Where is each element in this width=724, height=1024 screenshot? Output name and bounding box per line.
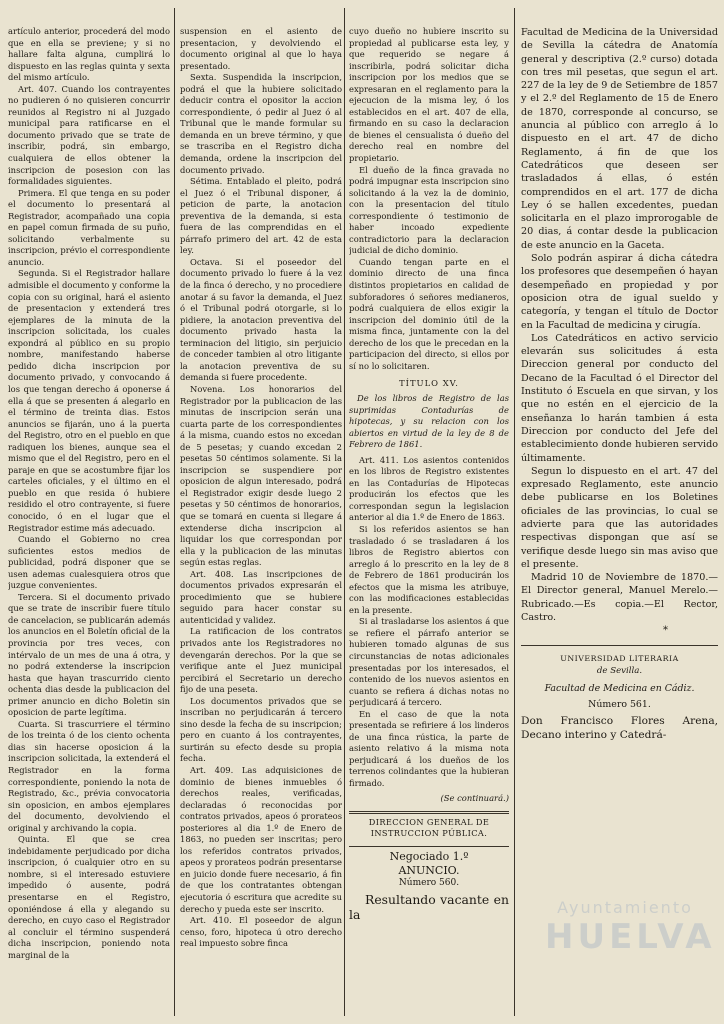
paragraph: Art. 409. Las adquisiciones de dominio de bienes inmuebles ó derechos reales, verificadas, declaradas ó reconocidas por contratos privados, apeos ó prorateos posteriores al dia 1.º de Enero de 1863, no pueden ser inscritas; pero los referidos contratos privados, apeos y prorateos podrán presentarse en juicio donde fuere necesario, á fin de que los contratantes obtengan ejecutoria ó escritura que acredite su derecho y pueda este ser inscrito.: [180, 765, 342, 914]
university-heading: UNIVERSIDAD LITERARIA: [560, 653, 679, 663]
watermark-text: Ayuntamiento: [557, 898, 693, 917]
paragraph: suspension en el asiento de presentacion, y devolviendo el documento original al que lo haya presentado.: [180, 26, 342, 71]
paragraph: En el caso de que la nota presentada se refiriere á los linderos de una finca rústica, la parte de asiento relativo á la misma nota perjudicará á los dueños de los terrenos colindantes que la hubieran firmado.: [349, 708, 509, 788]
column-3: [349, 26, 509, 1010]
column-1: [8, 26, 170, 1010]
paragraph: Cuarta. Si trascurriere el término de los treinta ó de los ciento ochenta dias sin hacerse oposicion á la inscripcion solicitada, la extenderá el Registrador en la forma correspondiente, poniendo la nota de Registrado, &c., prévia convocatoria sin oposicion, en ambos ejemplares del documento, devolviendo el original y archivando la copia.: [8, 718, 170, 833]
paragraph: Tercera. Si el documento privado que se trate de inscribir fuere título de cancelacion, se publicarán además los anuncios en el Boletín oficial de la provincia por tres veces, con intérvalo de un mes de una á otra, y no podrá extenderse la inscripcion hasta que hayan trascurrido ciento ochenta dias desde la publicacion del primer anuncio en dicho Boletin sin oposicion de parte legítima.: [8, 591, 170, 718]
paragraph: Si los referidos asientos se han trasladado ó se trasladaren á los libros de Registro abiertos con arreglo á lo prescrito en la ley de 8 de Febrero de 1861 producirán los efectos que la misma les atribuye, con las modificaciones establecidas en la presente.: [349, 523, 509, 615]
paragraph: Segunda. Si el Registrador hallare admisible el documento y conforme la copia con su original, hará el asiento de presentacion y extenderá tres ejemplares de la minuta de la inscripcion solicitada, los cuales expondrá al público en su propio nombre, manifestando haberse pedido dicha inscripcion por documento privado, y convocando á los que tengan derecho á oponerse á ella á que se presenten á alegarlo en el término de treinta dias. Estos anuncios se fijarán, uno á la puerta del Registro, otro en el pueblo en que radiquen los bienes, aunque sea el mismo que el del Registro, pero en el paraje en que se acostumbre fijar los carteles oficiales, y el último en el pueblo en que resida ó hubiere residido el otro contrayente, si fuere conocido, ó en el lugar que el Registrador estime más adecuado.: [8, 268, 170, 533]
faculty-heading: Facultad de Medicina en Cádiz.: [544, 683, 695, 695]
watermark-logo-text: HUELVA: [545, 917, 716, 957]
section-subtitle: De los libros de Registro de las suprimidas Contadurías de hipotecas, y su relacion con los abiertos en virtud de la ley de 8 de Febrero de 1861.: [349, 392, 509, 450]
paragraph: Art. 411. Los asientos contenidos en los libros de Registro existentes en las Contadurías de Hipotecas producirán los efectos que les correspondan segun la legislacion anterior al dia 1.º de Enero de 1863.: [349, 454, 509, 523]
paragraph: La ratificacion de los contratos privados ante los Registradores no devengarán derechos. Por la que se verifique ante el Juez municipal percibirá el Secretario un derecho fijo de una peseta.: [180, 626, 342, 695]
paragraph: Cuando tengan parte en el dominio directo de una finca distintos propietarios en calidad de subforadores ó señores medianeros, podrá cualquiera de ellos exigir la inscripcion del dominio útil de la misma finca, juntamente con la del derecho de los que le precedan en la participacion del directo, si ellos por sí no lo solicitaren.: [349, 256, 509, 371]
announcement-number: Número 561.: [588, 698, 651, 710]
announcement-lead: Resultando vacante en la: [349, 891, 509, 922]
paragraph: Si al trasladarse los asientos á que se refiere el párrafo anterior se hubieren tomado algunas de sus circunstancias de notas adicionales presentadas por los interesados, el contenido de los nuevos asientos en cuanto se refiera á dichas notas no perjudicará á tercero.: [349, 616, 509, 708]
paragraph: cuyo dueño no hubiere inscrito su propiedad al publicarse esta ley, y que requerido se negare á inscribirla, podrá solicitar dicha inscripcion por los medios que se expresaran en el reglamento para la ejecucion de la misma ley, ó los establecidos en el art. 407 de ella, firmando en su caso la declaracion de bienes el censualista ó dueño del derecho real en nombre del propietario.: [349, 26, 509, 164]
section-divider: [349, 811, 509, 814]
paragraph: Quinta. El que se crea indebidamente perjudicado por dicha inscripcion, ó cualquier otro en su nombre, si el interesado estuviere impedido ó ausente, podrá presentarse en el Registro, oponiéndose á ella y alegando su derecho, en cuyo caso el Registrador al concluir el término suspenderá dicha inscripcion, poniendo nota marginal de la: [8, 834, 170, 960]
column-4: [521, 26, 718, 1010]
announcement-number: Número 560.: [398, 878, 460, 889]
paragraph: El dueño de la finca gravada no podrá impugnar esta inscripcion sino solicitando á la vez la de dominio, con la presentacion del título correspondiente ó testimonio de haber incoado expediente contradictorio para la declaracion judicial de dicho dominio.: [349, 164, 509, 256]
signature-paragraph: Madrid 10 de Noviembre de 1870.—El Director general, Manuel Merelo.—Rubricado.—Es copia.—El Rector, Castro.: [521, 572, 718, 624]
paragraph: Los Catedráticos en activo servicio elevarán sus solicitudes á esta Direccion general por conducto del Decano de la Facultad ó el Director del Instituto ó Escuela en que sirvan, y los que no estén en el ejercicio de la enseñanza lo harán tambien á esta Direccion por conducto del Jefe del establecimiento donde hubieren servido últimamente.: [521, 332, 718, 464]
column-divider: [514, 8, 515, 1016]
university-subheading: de Sevilla.: [596, 665, 643, 676]
column-divider: [344, 8, 345, 1016]
paragraph: Primera. El que tenga en su poder el documento lo presentará al Registrador, acompañado una copia en papel comun firmada de su puño, solicitando verbalmente su inscripcion, prévio el correspondiente anuncio.: [8, 187, 170, 267]
section-title: TÍTULO XV.: [399, 378, 459, 389]
paragraph: Los documentos privados que se inscriban no perjudicarán á tercero sino desde la fecha de su inscripcion; pero en cuanto á los contrayentes, surtirán su efecto desde su propia fecha.: [180, 695, 342, 764]
paragraph: Sexta. Suspendida la inscripcion, podrá el que la hubiere solicitado deducir contra el opositor la accion correspondiente, ó pedir al Juez ó al Tribunal que le mande formular su demanda en un breve término, y que se trascriba en el Registro dicha demanda, ordene la inscripcion del documento privado.: [180, 72, 342, 175]
paragraph: Segun lo dispuesto en el art. 47 del expresado Reglamento, este anuncio debe publicarse en los Boletines oficiales de las provincias, lo cual se advierte para que las autoridades respectivas dispongan que así se verifique desde luego sin mas aviso que el presente.: [521, 465, 718, 570]
paragraph: artículo anterior, procederá del modo que en ella se previene; y si no hallare falta alguna, cumplirá lo dispuesto en las reglas quinta y sexta del mismo artículo.: [8, 26, 170, 83]
announcement-lead: Don Francisco Flores Arena, Decano interino y Catedrá-: [521, 714, 718, 741]
negociado-label: Negociado 1.º: [389, 850, 469, 864]
paragraph: Art. 410. El poseedor de algun censo, foro, hipoteca ú otro derecho real impuesto sobre finca: [180, 915, 342, 949]
paragraph: Cuando el Gobierno no crea suficientes estos medios de publicidad, podrá disponer que se usen ademas cualesquiera otros que juzgue convenientes.: [8, 534, 170, 591]
paragraph: Sétima. Entablado el pleito, podrá el Juez ó el Tribunal disponer, á peticion de parte, la anotacion preventiva de la demanda, si esta fuera de las comprendidas en el párrafo primero del art. 42 de esta ley.: [180, 176, 342, 256]
separator-mark: *: [663, 625, 668, 637]
section-divider: [521, 645, 718, 646]
paragraph: Octava. Si el poseedor del documento privado lo fuere á la vez de la finca ó derecho, y no procediere anotar á su favor la demanda, el Juez ó el Tribunal podrá otorgarle, si lo pidiere, la anotacion preventiva del documento privado hasta la terminacion del litigio, sin perjuicio de conceder tambien al otro litigante la anotacion preventiva de su demanda si fuere procedente.: [180, 256, 342, 383]
paragraph: Solo podrán aspirar á dicha cátedra los profesores que desempeñen ó hayan desempeñado en propiedad y por oposicion otra de igual sueldo y categoría, y tengan el título de Doctor en la Facultad de medicina y cirugía.: [521, 253, 718, 331]
column-divider: [174, 8, 175, 1016]
column-2: [180, 26, 342, 1010]
paragraph: Art. 408. Las inscripciones de documentos privados expresarán el procedimiento que se hubiere seguido para hacer constar su autenticidad y validez.: [180, 568, 342, 625]
continued-note: (Se continuará.): [440, 792, 509, 803]
paragraph: Facultad de Medicina de la Universidad de Sevilla la cátedra de Anatomía general y descriptiva (2.º curso) dotada con tres mil pesetas, que segun el art. 227 de la ley de 9 de Setiembre de 1857 y el 2.º del Reglamento de 15 de Enero de 1870, corresponde al concurso, se anuncia al público con arreglo á lo dispuesto en el art. 47 de dicho Reglamento, á fin de que los Catedráticos que deseen ser trasladados á ellas, ó estén comprendidos en el art. 177 de dicha Ley ó se hallen excedentes, puedan solicitarla en el plazo improrogable de 20 dias, á contar desde la publicacion de este anuncio en la Gaceta.: [521, 27, 718, 251]
heading-divider: [349, 846, 509, 847]
paragraph: Novena. Los honorarios del Registrador por la publicacion de las minutas de inscripcion serán una cuarta parte de los correspondientes á la misma, cuando estos no excedan de 5 pesetas; y cuando excedan 2 pesetas 50 céntimos solamente. Si la inscripcion se suspendiere por oposicion de algun interesado, podrá el Registrador exigir desde luego 2 pesetas y 50 céntimos de honorarios, que se tomará en cuenta si llegare á extenderse dicha inscripcion al liquidar los que correspondan por ella y la publicacion de las minutas según estas reglas.: [180, 383, 342, 568]
paragraph: Art. 407. Cuando los contrayentes no pudieren ó no quisieren concurrir reunidos al Registro ni al Juzgado municipal para ratificarse en el documento privado que se trate de inscribir, podrá, sin embargo, cualquiera de ellos obtener la inscripcion de posesion con las formalidades siguientes.: [8, 83, 170, 187]
department-heading: DIRECCION GENERAL DE INSTRUCCION PÚBLICA.: [368, 817, 490, 839]
anuncio-title: ANUNCIO.: [398, 863, 460, 877]
archive-watermark: [545, 898, 716, 1010]
